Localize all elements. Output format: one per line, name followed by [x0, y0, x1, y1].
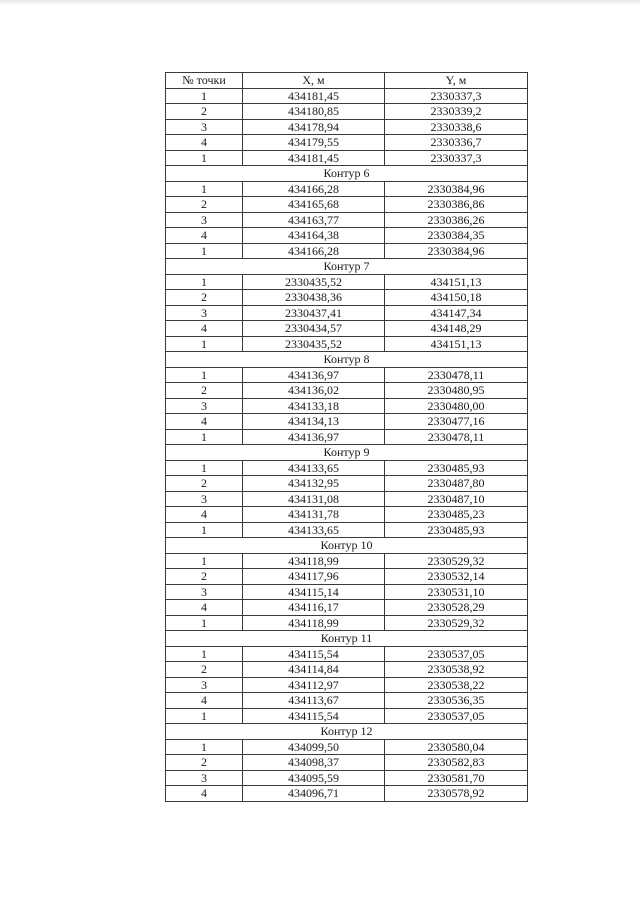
- cell-point-number: 1: [166, 181, 243, 197]
- cell-y-coordinate: 2330384,96: [385, 243, 528, 259]
- table-row: [166, 104, 528, 120]
- table-row: [166, 150, 528, 166]
- cell-point-number: 3: [166, 584, 243, 600]
- header-y-coordinate: Y, м: [385, 73, 528, 89]
- cell-x-coordinate: 434115,14: [243, 584, 385, 600]
- table-row: [166, 228, 528, 244]
- table-row: [166, 88, 528, 104]
- cell-point-number: 3: [166, 491, 243, 507]
- cell-point-number: 4: [166, 135, 243, 151]
- cell-x-coordinate: 434181,45: [243, 150, 385, 166]
- cell-point-number: 4: [166, 414, 243, 430]
- cell-point-number: 2: [166, 569, 243, 585]
- cell-x-coordinate: 434114,84: [243, 662, 385, 678]
- table-body: [166, 88, 528, 801]
- cell-point-number: 3: [166, 770, 243, 786]
- cell-x-coordinate: 434136,02: [243, 383, 385, 399]
- table-row: [166, 321, 528, 337]
- cell-point-number: 2: [166, 662, 243, 678]
- cell-point-number: 3: [166, 398, 243, 414]
- cell-point-number: 2: [166, 755, 243, 771]
- cell-x-coordinate: 434136,97: [243, 429, 385, 445]
- cell-y-coordinate: 2330384,35: [385, 228, 528, 244]
- table-row: [166, 414, 528, 430]
- coordinates-table: [165, 72, 528, 802]
- cell-y-coordinate: 2330581,70: [385, 770, 528, 786]
- cell-x-coordinate: 434096,71: [243, 786, 385, 802]
- cell-point-number: 1: [166, 522, 243, 538]
- table-row: [166, 243, 528, 259]
- cell-point-number: 2: [166, 383, 243, 399]
- cell-x-coordinate: 434180,85: [243, 104, 385, 120]
- contour-section-title: Контур 7: [166, 259, 528, 275]
- cell-x-coordinate: 434112,97: [243, 677, 385, 693]
- table-row: [166, 755, 528, 771]
- contour-section-title: Контур 9: [166, 445, 528, 461]
- cell-point-number: 4: [166, 321, 243, 337]
- contour-section-title: Контур 10: [166, 538, 528, 554]
- cell-y-coordinate: 2330529,32: [385, 553, 528, 569]
- cell-y-coordinate: 434148,29: [385, 321, 528, 337]
- cell-y-coordinate: 2330336,7: [385, 135, 528, 151]
- cell-point-number: 1: [166, 243, 243, 259]
- cell-point-number: 4: [166, 786, 243, 802]
- table-row: [166, 119, 528, 135]
- cell-y-coordinate: 434151,13: [385, 336, 528, 352]
- cell-y-coordinate: 2330339,2: [385, 104, 528, 120]
- cell-point-number: 1: [166, 429, 243, 445]
- table-row: [166, 181, 528, 197]
- cell-x-coordinate: 434133,18: [243, 398, 385, 414]
- cell-x-coordinate: 434181,45: [243, 88, 385, 104]
- cell-x-coordinate: 434115,54: [243, 646, 385, 662]
- cell-y-coordinate: 2330538,22: [385, 677, 528, 693]
- cell-y-coordinate: 2330477,16: [385, 414, 528, 430]
- cell-y-coordinate: 434151,13: [385, 274, 528, 290]
- table-row: [166, 507, 528, 523]
- table-row: [166, 491, 528, 507]
- table-row: [166, 786, 528, 802]
- cell-point-number: 1: [166, 336, 243, 352]
- table-row: [166, 569, 528, 585]
- cell-y-coordinate: 2330532,14: [385, 569, 528, 585]
- table-row: [166, 367, 528, 383]
- contour-section-row: [166, 631, 528, 647]
- cell-x-coordinate: 434113,67: [243, 693, 385, 709]
- cell-point-number: 4: [166, 228, 243, 244]
- table-row: [166, 212, 528, 228]
- contour-section-row: [166, 166, 528, 182]
- cell-point-number: 2: [166, 197, 243, 213]
- cell-x-coordinate: 434179,55: [243, 135, 385, 151]
- cell-point-number: 3: [166, 677, 243, 693]
- cell-x-coordinate: 434166,28: [243, 181, 385, 197]
- cell-point-number: 1: [166, 739, 243, 755]
- cell-point-number: 4: [166, 507, 243, 523]
- cell-y-coordinate: 2330485,23: [385, 507, 528, 523]
- cell-x-coordinate: 434098,37: [243, 755, 385, 771]
- cell-point-number: 3: [166, 212, 243, 228]
- table-row: [166, 739, 528, 755]
- cell-point-number: 2: [166, 104, 243, 120]
- contour-section-row: [166, 352, 528, 368]
- contour-section-title: Контур 6: [166, 166, 528, 182]
- cell-y-coordinate: 2330485,93: [385, 522, 528, 538]
- cell-x-coordinate: 434164,38: [243, 228, 385, 244]
- contour-section-row: [166, 538, 528, 554]
- table-row: [166, 677, 528, 693]
- table-row: [166, 693, 528, 709]
- cell-x-coordinate: 2330437,41: [243, 305, 385, 321]
- cell-y-coordinate: 2330582,83: [385, 755, 528, 771]
- cell-x-coordinate: 2330435,52: [243, 336, 385, 352]
- cell-y-coordinate: 2330480,00: [385, 398, 528, 414]
- cell-point-number: 1: [166, 708, 243, 724]
- cell-point-number: 1: [166, 88, 243, 104]
- cell-y-coordinate: 2330338,6: [385, 119, 528, 135]
- cell-point-number: 2: [166, 476, 243, 492]
- cell-x-coordinate: 434131,08: [243, 491, 385, 507]
- table-row: [166, 522, 528, 538]
- table-row: [166, 476, 528, 492]
- cell-x-coordinate: 434178,94: [243, 119, 385, 135]
- cell-point-number: 1: [166, 646, 243, 662]
- table-row: [166, 553, 528, 569]
- table-row: [166, 398, 528, 414]
- cell-y-coordinate: 2330538,92: [385, 662, 528, 678]
- cell-y-coordinate: 2330485,93: [385, 460, 528, 476]
- cell-x-coordinate: 434099,50: [243, 739, 385, 755]
- cell-x-coordinate: 434116,17: [243, 600, 385, 616]
- cell-point-number: 4: [166, 600, 243, 616]
- cell-y-coordinate: 2330578,92: [385, 786, 528, 802]
- table-header-row: [166, 73, 528, 89]
- cell-y-coordinate: 2330337,3: [385, 88, 528, 104]
- header-point-number: № точки: [166, 73, 243, 89]
- table-row: [166, 305, 528, 321]
- contour-section-title: Контур 12: [166, 724, 528, 740]
- cell-y-coordinate: 2330478,11: [385, 429, 528, 445]
- cell-point-number: 1: [166, 553, 243, 569]
- cell-x-coordinate: 434133,65: [243, 460, 385, 476]
- header-x-coordinate: X, м: [243, 73, 385, 89]
- cell-point-number: 1: [166, 460, 243, 476]
- table-row: [166, 135, 528, 151]
- cell-y-coordinate: 2330487,80: [385, 476, 528, 492]
- table-row: [166, 662, 528, 678]
- contour-section-row: [166, 259, 528, 275]
- table-row: [166, 429, 528, 445]
- cell-y-coordinate: 2330536,35: [385, 693, 528, 709]
- cell-x-coordinate: 434095,59: [243, 770, 385, 786]
- cell-point-number: 2: [166, 290, 243, 306]
- cell-x-coordinate: 434163,77: [243, 212, 385, 228]
- contour-section-row: [166, 445, 528, 461]
- cell-y-coordinate: 2330580,04: [385, 739, 528, 755]
- table-row: [166, 770, 528, 786]
- contour-section-row: [166, 724, 528, 740]
- cell-y-coordinate: 2330528,29: [385, 600, 528, 616]
- table-row: [166, 274, 528, 290]
- table-row: [166, 383, 528, 399]
- cell-point-number: 1: [166, 367, 243, 383]
- cell-y-coordinate: 2330531,10: [385, 584, 528, 600]
- cell-x-coordinate: 434134,13: [243, 414, 385, 430]
- cell-point-number: 1: [166, 274, 243, 290]
- cell-point-number: 3: [166, 305, 243, 321]
- cell-x-coordinate: 434133,65: [243, 522, 385, 538]
- cell-y-coordinate: 434150,18: [385, 290, 528, 306]
- cell-x-coordinate: 2330434,57: [243, 321, 385, 337]
- cell-point-number: 4: [166, 693, 243, 709]
- cell-x-coordinate: 434132,95: [243, 476, 385, 492]
- cell-y-coordinate: 2330478,11: [385, 367, 528, 383]
- cell-y-coordinate: 2330386,26: [385, 212, 528, 228]
- cell-y-coordinate: 2330337,3: [385, 150, 528, 166]
- cell-x-coordinate: 434166,28: [243, 243, 385, 259]
- cell-x-coordinate: 434115,54: [243, 708, 385, 724]
- cell-x-coordinate: 434136,97: [243, 367, 385, 383]
- cell-point-number: 1: [166, 615, 243, 631]
- cell-y-coordinate: 2330537,05: [385, 646, 528, 662]
- cell-x-coordinate: 434118,99: [243, 553, 385, 569]
- table-row: [166, 197, 528, 213]
- cell-y-coordinate: 2330529,32: [385, 615, 528, 631]
- cell-x-coordinate: 434165,68: [243, 197, 385, 213]
- table-row: [166, 336, 528, 352]
- cell-y-coordinate: 2330386,86: [385, 197, 528, 213]
- cell-point-number: 1: [166, 150, 243, 166]
- cell-y-coordinate: 2330480,95: [385, 383, 528, 399]
- cell-x-coordinate: 2330435,52: [243, 274, 385, 290]
- contour-section-title: Контур 8: [166, 352, 528, 368]
- cell-x-coordinate: 434118,99: [243, 615, 385, 631]
- table-row: [166, 460, 528, 476]
- scan-top-edge: [0, 0, 640, 6]
- cell-y-coordinate: 434147,34: [385, 305, 528, 321]
- cell-y-coordinate: 2330537,05: [385, 708, 528, 724]
- table-row: [166, 646, 528, 662]
- cell-point-number: 3: [166, 119, 243, 135]
- table-row: [166, 600, 528, 616]
- table-row: [166, 708, 528, 724]
- table-row: [166, 615, 528, 631]
- cell-x-coordinate: 2330438,36: [243, 290, 385, 306]
- cell-y-coordinate: 2330384,96: [385, 181, 528, 197]
- cell-y-coordinate: 2330487,10: [385, 491, 528, 507]
- contour-section-title: Контур 11: [166, 631, 528, 647]
- table-row: [166, 584, 528, 600]
- cell-x-coordinate: 434131,78: [243, 507, 385, 523]
- table-row: [166, 290, 528, 306]
- cell-x-coordinate: 434117,96: [243, 569, 385, 585]
